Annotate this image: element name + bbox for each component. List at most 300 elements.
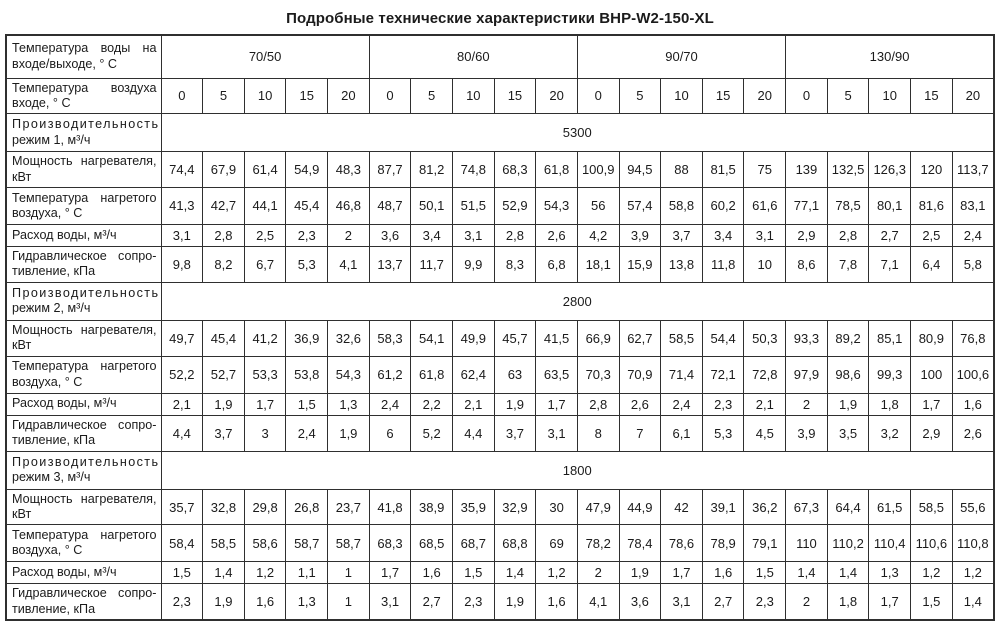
value-cell: 63,5 [536,356,578,393]
value-cell: 7,1 [869,246,911,282]
row-label-line: тивление, кПа [12,264,96,279]
value-cell: 2,1 [744,393,786,415]
water-temp-group-cell: 90/70 [577,35,785,78]
value-cell: 1,5 [911,584,953,620]
value-cell: 62,7 [619,320,661,356]
value-cell: 57,4 [619,187,661,224]
value-cell: 113,7 [952,152,994,188]
production-value-cell: 1800 [161,451,994,489]
row-label-cell [6,78,161,114]
value-cell: 1,5 [744,562,786,584]
table-row-water-temp [6,35,994,78]
value-cell: 83,1 [952,187,994,224]
air-temp-cell: 20 [328,78,370,114]
table-row-water-flow [6,562,994,584]
value-cell: 6,8 [536,246,578,282]
value-cell: 8,6 [786,246,828,282]
table-row-production-mode-1 [6,114,994,152]
value-cell: 1,9 [203,584,245,620]
water-temp-group-cell: 70/50 [161,35,369,78]
row-label-cell [6,320,161,356]
row-label-line: Температура нагретого [12,359,157,374]
value-cell: 3,7 [661,224,703,246]
value-cell: 2,6 [952,415,994,451]
value-cell: 139 [786,152,828,188]
value-cell: 60,2 [702,187,744,224]
value-cell: 1,4 [203,562,245,584]
value-cell: 2,3 [286,224,328,246]
value-cell: 55,6 [952,489,994,525]
value-cell: 94,5 [619,152,661,188]
air-temp-cell: 5 [619,78,661,114]
value-cell: 46,8 [328,187,370,224]
value-cell: 44,1 [244,187,286,224]
value-cell: 5,3 [702,415,744,451]
value-cell: 1,2 [952,562,994,584]
value-cell: 2,8 [203,224,245,246]
row-label-line: кВт [12,507,32,522]
value-cell: 58,7 [328,525,370,562]
value-cell: 1,5 [452,562,494,584]
value-cell: 58,8 [661,187,703,224]
value-cell: 78,2 [577,525,619,562]
value-cell: 53,3 [244,356,286,393]
value-cell: 1,7 [911,393,953,415]
air-temp-cell: 20 [952,78,994,114]
row-label-line: Мощность нагревателя, [12,322,157,337]
value-cell: 1,7 [369,562,411,584]
value-cell: 52,9 [494,187,536,224]
value-cell: 4,4 [452,415,494,451]
row-label-line: воздуха, ° С [12,543,83,558]
value-cell: 41,2 [244,320,286,356]
value-cell: 100 [911,356,953,393]
value-cell: 120 [911,152,953,188]
value-cell: 3,6 [369,224,411,246]
value-cell: 54,3 [536,187,578,224]
value-cell: 2,8 [827,224,869,246]
value-cell: 26,8 [286,489,328,525]
value-cell: 78,4 [619,525,661,562]
value-cell: 41,8 [369,489,411,525]
value-cell: 1,7 [869,584,911,620]
value-cell: 1,6 [702,562,744,584]
page-title: Подробные технические характеристики BHP-W2-150-XL [286,10,714,27]
row-label-line: Температура нагретого [12,190,157,205]
value-cell: 1,4 [786,562,828,584]
value-cell: 1,8 [827,584,869,620]
row-label-cell [6,114,161,152]
value-cell: 2,6 [619,393,661,415]
value-cell: 2,9 [786,224,828,246]
value-cell: 67,9 [203,152,245,188]
value-cell: 4,5 [744,415,786,451]
value-cell: 2,7 [869,224,911,246]
spec-table [5,34,995,621]
value-cell: 1,9 [827,393,869,415]
value-cell: 49,9 [452,320,494,356]
air-temp-cell: 5 [203,78,245,114]
table-row-heated-air-temp [6,356,994,393]
value-cell: 77,1 [786,187,828,224]
row-label-line: Производительность [12,117,160,132]
value-cell: 41,5 [536,320,578,356]
value-cell: 89,2 [827,320,869,356]
value-cell: 1,2 [244,562,286,584]
row-label-cell [6,224,161,246]
value-cell: 3,1 [661,584,703,620]
value-cell: 1,8 [869,393,911,415]
table-row-hydraulic-resistance [6,415,994,451]
value-cell: 52,7 [203,356,245,393]
value-cell: 53,8 [286,356,328,393]
value-cell: 81,5 [702,152,744,188]
air-temp-cell: 15 [911,78,953,114]
value-cell: 3,1 [536,415,578,451]
air-temp-cell: 15 [286,78,328,114]
value-cell: 3,9 [786,415,828,451]
value-cell: 58,6 [244,525,286,562]
value-cell: 52,2 [161,356,203,393]
row-label-cell [6,152,161,188]
value-cell: 2 [328,224,370,246]
water-temp-group-cell: 130/90 [786,35,994,78]
value-cell: 1,5 [161,562,203,584]
value-cell: 2,8 [577,393,619,415]
air-temp-cell: 0 [369,78,411,114]
production-value-cell: 2800 [161,282,994,320]
table-row-heated-air-temp [6,525,994,562]
value-cell: 38,9 [411,489,453,525]
value-cell: 51,5 [452,187,494,224]
value-cell: 2,3 [452,584,494,620]
table-row-heater-power [6,489,994,525]
row-label-line: кВт [12,338,32,353]
value-cell: 5,3 [286,246,328,282]
value-cell: 66,9 [577,320,619,356]
value-cell: 1,3 [869,562,911,584]
value-cell: 39,1 [702,489,744,525]
row-label-line: Гидравлическое сопро- [12,417,157,432]
value-cell: 2,8 [494,224,536,246]
production-value-cell: 5300 [161,114,994,152]
value-cell: 1,9 [203,393,245,415]
value-cell: 6,7 [244,246,286,282]
air-temp-cell: 0 [161,78,203,114]
air-temp-cell: 0 [577,78,619,114]
value-cell: 1,4 [827,562,869,584]
value-cell: 1,2 [536,562,578,584]
value-cell: 42,7 [203,187,245,224]
value-cell: 63 [494,356,536,393]
value-cell: 45,4 [203,320,245,356]
value-cell: 4,4 [161,415,203,451]
value-cell: 81,2 [411,152,453,188]
value-cell: 132,5 [827,152,869,188]
row-label-line: Гидравлическое сопро- [12,586,157,601]
value-cell: 13,7 [369,246,411,282]
value-cell: 1,3 [286,584,328,620]
value-cell: 87,7 [369,152,411,188]
water-temp-group-cell: 80/60 [369,35,577,78]
row-label-line: Гидравлическое сопро- [12,249,157,264]
row-label-line: воздуха, ° С [12,205,83,220]
value-cell: 99,3 [869,356,911,393]
value-cell: 1,4 [952,584,994,620]
air-temp-cell: 15 [494,78,536,114]
value-cell: 58,7 [286,525,328,562]
value-cell: 2,4 [661,393,703,415]
value-cell: 1,2 [911,562,953,584]
value-cell: 72,8 [744,356,786,393]
row-label-line: Расход воды, м³/ч [12,396,117,411]
value-cell: 100,9 [577,152,619,188]
value-cell: 18,1 [577,246,619,282]
row-label-line: Температура нагретого [12,528,157,543]
air-temp-cell: 10 [244,78,286,114]
value-cell: 67,3 [786,489,828,525]
value-cell: 58,3 [369,320,411,356]
value-cell: 2 [577,562,619,584]
value-cell: 58,5 [911,489,953,525]
value-cell: 80,9 [911,320,953,356]
value-cell: 50,3 [744,320,786,356]
value-cell: 93,3 [786,320,828,356]
value-cell: 54,1 [411,320,453,356]
value-cell: 68,8 [494,525,536,562]
table-row-production-mode-2 [6,282,994,320]
air-temp-cell: 5 [411,78,453,114]
value-cell: 2,4 [952,224,994,246]
value-cell: 32,8 [203,489,245,525]
value-cell: 41,3 [161,187,203,224]
value-cell: 3,9 [619,224,661,246]
value-cell: 68,3 [369,525,411,562]
value-cell: 75 [744,152,786,188]
value-cell: 2,7 [702,584,744,620]
value-cell: 69 [536,525,578,562]
value-cell: 110,6 [911,525,953,562]
row-label-line: воздуха, ° С [12,374,83,389]
value-cell: 68,7 [452,525,494,562]
value-cell: 126,3 [869,152,911,188]
row-label-line: режим 3, м³/ч [12,470,91,485]
value-cell: 44,9 [619,489,661,525]
row-label-line: Температура воздуха [12,80,157,95]
value-cell: 1,9 [494,393,536,415]
value-cell: 58,5 [203,525,245,562]
value-cell: 45,7 [494,320,536,356]
value-cell: 11,7 [411,246,453,282]
value-cell: 2,7 [411,584,453,620]
value-cell: 2,3 [744,584,786,620]
table-row-production-mode-3 [6,451,994,489]
value-cell: 3,1 [744,224,786,246]
row-label-cell [6,584,161,620]
value-cell: 4,1 [328,246,370,282]
value-cell: 61,5 [869,489,911,525]
value-cell: 2,4 [286,415,328,451]
value-cell: 97,9 [786,356,828,393]
value-cell: 64,4 [827,489,869,525]
row-label-line: Расход воды, м³/ч [12,227,117,242]
row-label-line: режим 2, м³/ч [12,301,91,316]
table-row-hydraulic-resistance [6,584,994,620]
table-row-heated-air-temp [6,187,994,224]
value-cell: 68,3 [494,152,536,188]
value-cell: 8,2 [203,246,245,282]
value-cell: 1,5 [286,393,328,415]
value-cell: 70,3 [577,356,619,393]
value-cell: 36,2 [744,489,786,525]
value-cell: 78,5 [827,187,869,224]
value-cell: 29,8 [244,489,286,525]
value-cell: 1,9 [328,415,370,451]
value-cell: 68,5 [411,525,453,562]
value-cell: 110 [786,525,828,562]
value-cell: 11,8 [702,246,744,282]
value-cell: 1,7 [536,393,578,415]
row-label-cell [6,451,161,489]
value-cell: 72,1 [702,356,744,393]
value-cell: 3,5 [827,415,869,451]
row-label-line: режим 1, м³/ч [12,132,91,147]
row-label-line: тивление, кПа [12,433,96,448]
value-cell: 58,4 [161,525,203,562]
value-cell: 10 [744,246,786,282]
value-cell: 47,9 [577,489,619,525]
value-cell: 61,2 [369,356,411,393]
value-cell: 8,3 [494,246,536,282]
air-temp-cell: 5 [827,78,869,114]
value-cell: 1,9 [619,562,661,584]
value-cell: 1,7 [244,393,286,415]
value-cell: 50,1 [411,187,453,224]
value-cell: 35,9 [452,489,494,525]
air-temp-cell: 20 [744,78,786,114]
value-cell: 42 [661,489,703,525]
row-label-line: Расход воды, м³/ч [12,565,117,580]
table-row-water-flow [6,224,994,246]
value-cell: 1,7 [661,562,703,584]
value-cell: 8 [577,415,619,451]
value-cell: 56 [577,187,619,224]
value-cell: 81,6 [911,187,953,224]
air-temp-cell: 10 [869,78,911,114]
value-cell: 48,3 [328,152,370,188]
value-cell: 61,4 [244,152,286,188]
row-label-cell [6,415,161,451]
air-temp-cell: 10 [661,78,703,114]
value-cell: 3,4 [411,224,453,246]
value-cell: 1 [328,562,370,584]
value-cell: 36,9 [286,320,328,356]
value-cell: 54,9 [286,152,328,188]
row-label-cell [6,187,161,224]
value-cell: 2,3 [161,584,203,620]
value-cell: 4,2 [577,224,619,246]
row-label-cell [6,562,161,584]
value-cell: 1,9 [494,584,536,620]
value-cell: 110,8 [952,525,994,562]
value-cell: 15,9 [619,246,661,282]
value-cell: 2,4 [369,393,411,415]
value-cell: 2,1 [161,393,203,415]
row-label-line: Мощность нагревателя, [12,154,157,169]
row-label-line: Мощность нагревателя, [12,491,157,506]
value-cell: 49,7 [161,320,203,356]
value-cell: 58,5 [661,320,703,356]
value-cell: 3,7 [203,415,245,451]
value-cell: 70,9 [619,356,661,393]
value-cell: 62,4 [452,356,494,393]
row-label-line: Температура воды на [12,41,157,56]
value-cell: 3,7 [494,415,536,451]
table-row-heater-power [6,320,994,356]
value-cell: 3,4 [702,224,744,246]
value-cell: 35,7 [161,489,203,525]
value-cell: 2,6 [536,224,578,246]
value-cell: 2 [786,393,828,415]
value-cell: 61,6 [744,187,786,224]
value-cell: 6,4 [911,246,953,282]
value-cell: 1 [328,584,370,620]
value-cell: 5,2 [411,415,453,451]
value-cell: 7 [619,415,661,451]
row-label-line: входе/выходе, ° С [12,56,118,71]
air-temp-cell: 20 [536,78,578,114]
value-cell: 74,4 [161,152,203,188]
air-temp-cell: 10 [452,78,494,114]
row-label-line: входе, ° С [12,95,71,110]
value-cell: 76,8 [952,320,994,356]
row-label-cell [6,525,161,562]
value-cell: 1,6 [952,393,994,415]
value-cell: 2 [786,584,828,620]
value-cell: 6,1 [661,415,703,451]
value-cell: 78,9 [702,525,744,562]
row-label-cell [6,489,161,525]
table-row-air-temp [6,78,994,114]
value-cell: 100,6 [952,356,994,393]
value-cell: 45,4 [286,187,328,224]
value-cell: 2,5 [911,224,953,246]
value-cell: 3,1 [452,224,494,246]
value-cell: 61,8 [536,152,578,188]
value-cell: 110,2 [827,525,869,562]
table-row-heater-power [6,152,994,188]
table-row-water-flow [6,393,994,415]
table-row-hydraulic-resistance [6,246,994,282]
value-cell: 61,8 [411,356,453,393]
air-temp-cell: 15 [702,78,744,114]
value-cell: 98,6 [827,356,869,393]
value-cell: 3,1 [161,224,203,246]
value-cell: 1,6 [536,584,578,620]
row-label-cell [6,393,161,415]
value-cell: 1,4 [494,562,536,584]
row-label-line: кВт [12,169,32,184]
value-cell: 54,3 [328,356,370,393]
value-cell: 5,8 [952,246,994,282]
row-label-cell [6,282,161,320]
value-cell: 2,1 [452,393,494,415]
value-cell: 110,4 [869,525,911,562]
value-cell: 74,8 [452,152,494,188]
value-cell: 3,1 [369,584,411,620]
spec-table-body [6,35,994,620]
value-cell: 71,4 [661,356,703,393]
